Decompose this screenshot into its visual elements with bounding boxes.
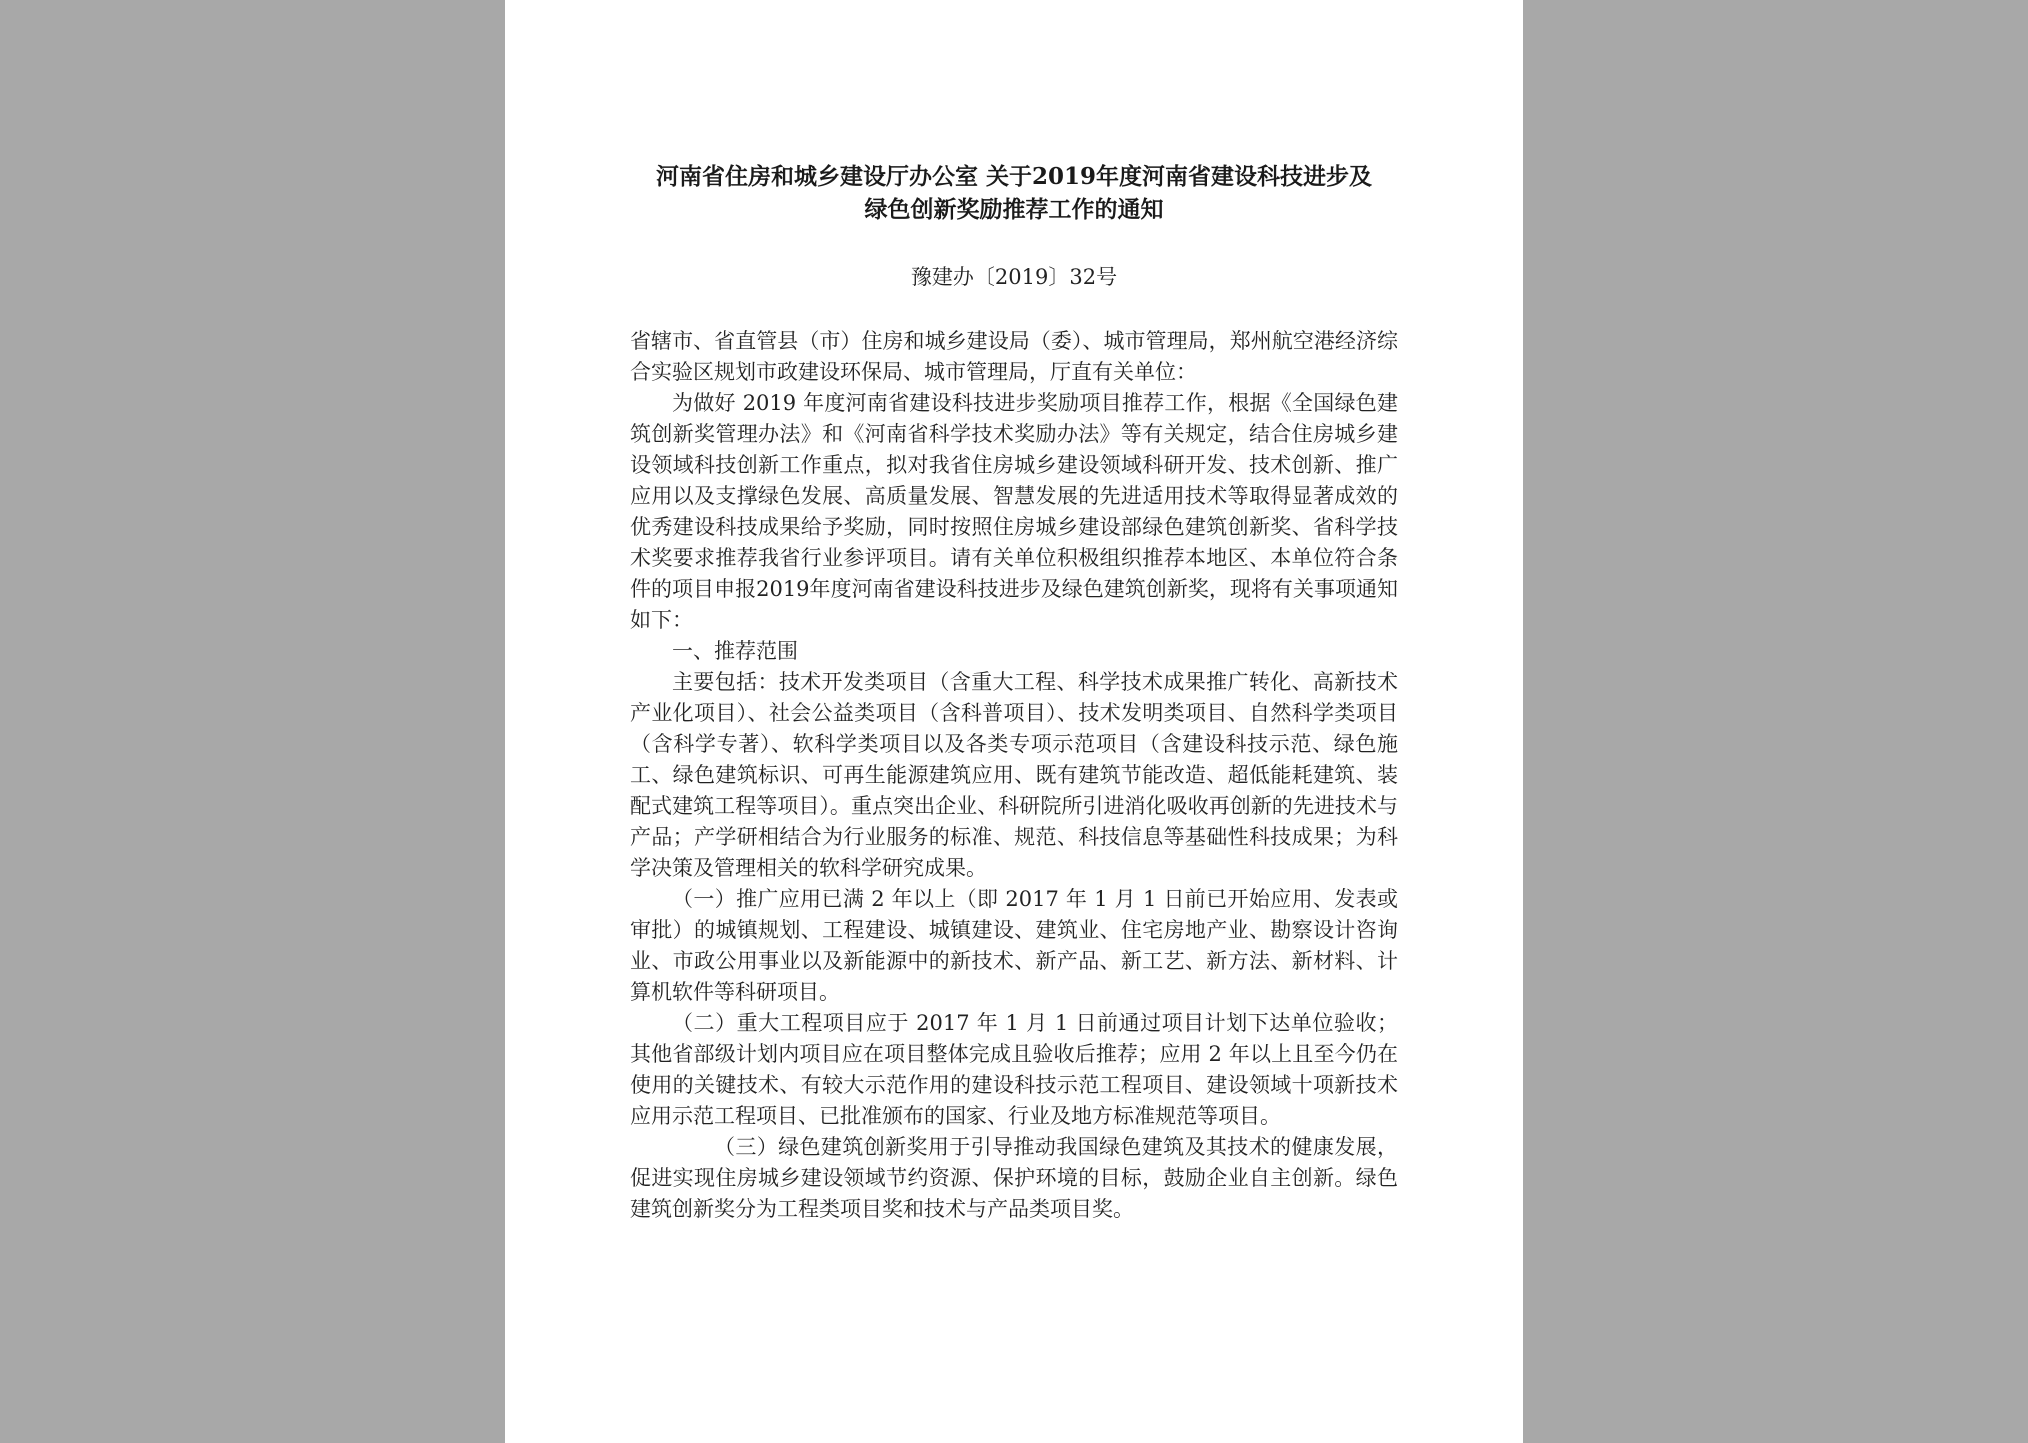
scope-paragraph: 主要包括：技术开发类项目（含重大工程、科学技术成果推广转化、高新技术产业化项目）、社会公益类项目（含科普项目）、技术发明类项目、自然科学类项目（含科学专著）、软科学类项目以及各类专项示范项目（含建设科技示范、绿色施工、绿色建筑标识、可再生能源建筑应用、既有建筑节能改造、超低能耗建筑、装配式建筑工程等项目）。重点突出企业、科研院所引进消化吸收再创新的先进技术与产品；产学研相结合为行业服务的标准、规范、科技信息等基础性科技成果；为科学决策及管理相关的软科学研究成果。 <box>630 670 1398 880</box>
document-title-line-2: 绿色创新奖励推荐工作的通知 <box>864 196 1164 223</box>
document-title-line-1: 河南省住房和城乡建设厅办公室 关于2019年度河南省建设科技进步及 <box>655 163 1373 190</box>
item-three-paragraph: （三）绿色建筑创新奖用于引导推动我国绿色建筑及其技术的健康发展，促进实现住房城乡建设领域节约资源、保护环境的目标，鼓励企业自主创新。绿色建筑创新奖分为工程类项目奖和技术与产品类项目奖。 <box>630 1135 1398 1221</box>
document-number: 豫建办〔2019〕32号 <box>910 265 1118 289</box>
section-heading: 一、推荐范围 <box>672 639 798 663</box>
addressee-paragraph: 省辖市、省直管县（市）住房和城乡建设局（委）、城市管理局，郑州航空港经济综合实验区规划市政建设环保局、城市管理局，厅直有关单位： <box>630 329 1398 384</box>
document-title <box>630 160 1398 226</box>
document-body <box>630 326 1398 1225</box>
document-page <box>505 0 1523 1443</box>
item-one-paragraph: （一）推广应用已满 2 年以上（即 2017 年 1 月 1 日前已开始应用、发表或审批）的城镇规划、工程建设、城镇建设、建筑业、住宅房地产业、勘察设计咨询业、市政公用事业以及新能源中的新技术、新产品、新工艺、新方法、新材料、计算机软件等科研项目。 <box>630 887 1398 1004</box>
item-two-paragraph: （二）重大工程项目应于 2017 年 1 月 1 日前通过项目计划下达单位验收；其他省部级计划内项目应在项目整体完成且验收后推荐；应用 2 年以上且至今仍在使用的关键技术、有较大示范作用的建设科技示范工程项目、建设领域十项新技术应用示范工程项目、已批准颁布的国家、行业及地方标准规范等项目。 <box>630 1011 1398 1128</box>
intro-paragraph: 为做好 2019 年度河南省建设科技进步奖励项目推荐工作，根据《全国绿色建筑创新奖管理办法》和《河南省科学技术奖励办法》等有关规定，结合住房城乡建设领域科技创新工作重点，拟对我省住房城乡建设领域科研开发、技术创新、推广应用以及支撑绿色发展、高质量发展、智慧发展的先进适用技术等取得显著成效的优秀建设科技成果给予奖励，同时按照住房城乡建设部绿色建筑创新奖、省科学技术奖要求推荐我省行业参评项目。请有关单位积极组织推荐本地区、本单位符合条件的项目申报2019年度河南省建设科技进步及绿色建筑创新奖，现将有关事项通知如下： <box>630 391 1398 632</box>
